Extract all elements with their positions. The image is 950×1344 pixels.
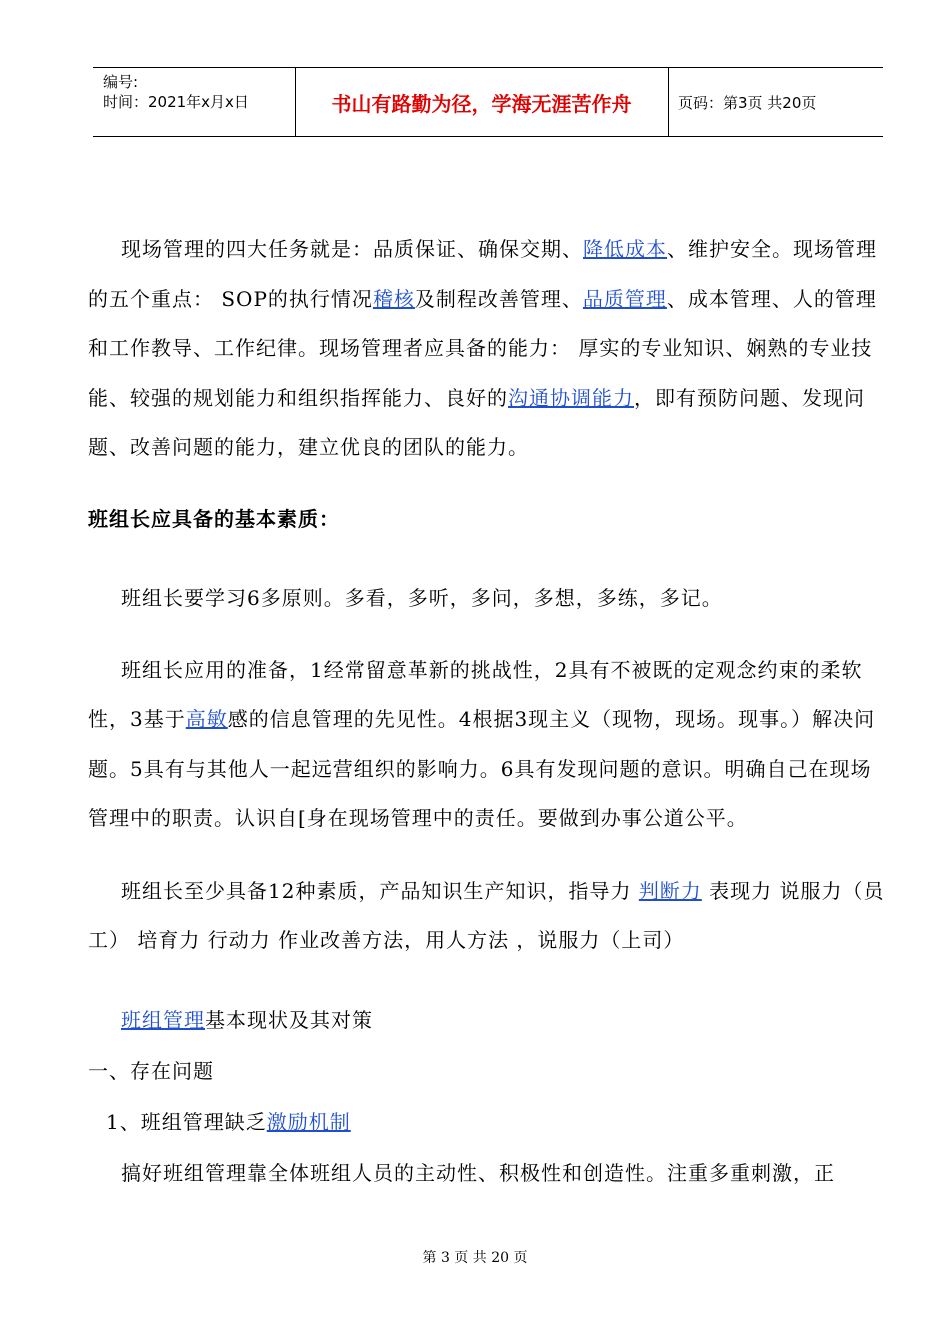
heading-team-management-status: [88, 1004, 888, 1033]
text-run: 、维护安全。现场管理的五个重点： SOP的执行情况: [88, 237, 877, 311]
link-quality-management[interactable]: 品质管理: [582, 286, 667, 311]
text-run: 班组长至少具备12种素质，产品知识生产知识，指导力: [121, 878, 639, 903]
paragraph-team-initiative: 搞好班组管理靠全体班组人员的主动性、积极性和创造性。注重多重刺激，正: [121, 1160, 835, 1185]
header-motto-cell: [295, 68, 669, 136]
paragraph-six-principles: 班组长要学习6多原则。多看，多听，多问，多想，多练，多记。: [121, 585, 723, 610]
paragraph-twelve-qualities: [88, 867, 888, 966]
link-judgment[interactable]: 判断力: [638, 878, 702, 903]
header-page-cell: [668, 68, 883, 136]
link-high-sensitivity[interactable]: 高敏: [185, 707, 228, 731]
header-motto: 书山有路勤为径，学海无涯苦作舟: [331, 92, 632, 116]
link-incentive-mechanism[interactable]: 激励机制: [266, 1109, 351, 1134]
link-communication-ability[interactable]: 沟通协调能力: [508, 385, 634, 410]
subsection-incentive: [88, 1106, 888, 1135]
document-body: [88, 225, 888, 1186]
link-audit[interactable]: 稽核: [372, 286, 415, 311]
link-reduce-cost[interactable]: 降低成本: [583, 237, 667, 261]
section-existing-problems: 一、存在问题: [88, 1058, 214, 1083]
text-run: 、成本管理、人的管理和工作教导、工作纪律。现场管理者应具备的能力： 厚实的专业知识、娴熟的专业技能、较强的规划能力和组织指挥能力、良好的: [88, 286, 877, 410]
text-run: 及制程改善管理、: [414, 286, 583, 311]
text-run: 班组长应用的准备，1经常留意革新的挑战性，2具有不被既的定观念约束的柔软性，3基于: [88, 657, 863, 731]
text-run: 感的信息管理的先见性。4根据3现主义（现物，现场。现事。）解决问题。5具有与其他人一起远营组织的影响力。6具有发现问题的意识。明确自己在现场管理中的职责。认识自[身在现场管理中的责任。要做到办事公道公平。: [88, 707, 876, 830]
text-run: ，即有预防问题、发现问题、改善问题的能力，建立优良的团队的能力。: [88, 385, 865, 459]
text-run: 现场管理的四大任务就是：品质保证、确保交期、: [121, 237, 583, 261]
page-header: [93, 67, 883, 137]
paragraph-preparation: [88, 646, 888, 844]
paragraph-site-management: [88, 225, 888, 473]
text-run: 表现力 说服力（员工） 培育力 行动力 作业改善方法，用人方法 ，说服力（上司）: [88, 878, 885, 952]
date-label: 时间：2021年x月x日: [103, 93, 249, 111]
heading-basic-qualities: 班组长应具备的基本素质：: [88, 506, 340, 531]
link-team-management[interactable]: 班组管理: [121, 1007, 205, 1032]
text-run: 1、班组管理缺乏: [106, 1109, 267, 1134]
header-page-info: 页码：第3页 共20页: [678, 94, 817, 112]
text-run: 基本现状及其对策: [205, 1007, 373, 1032]
header-meta-cell: [93, 68, 296, 136]
serial-number-label: 编号:: [103, 73, 139, 91]
page-footer: 第 3 页 共 20 页: [422, 1250, 528, 1266]
